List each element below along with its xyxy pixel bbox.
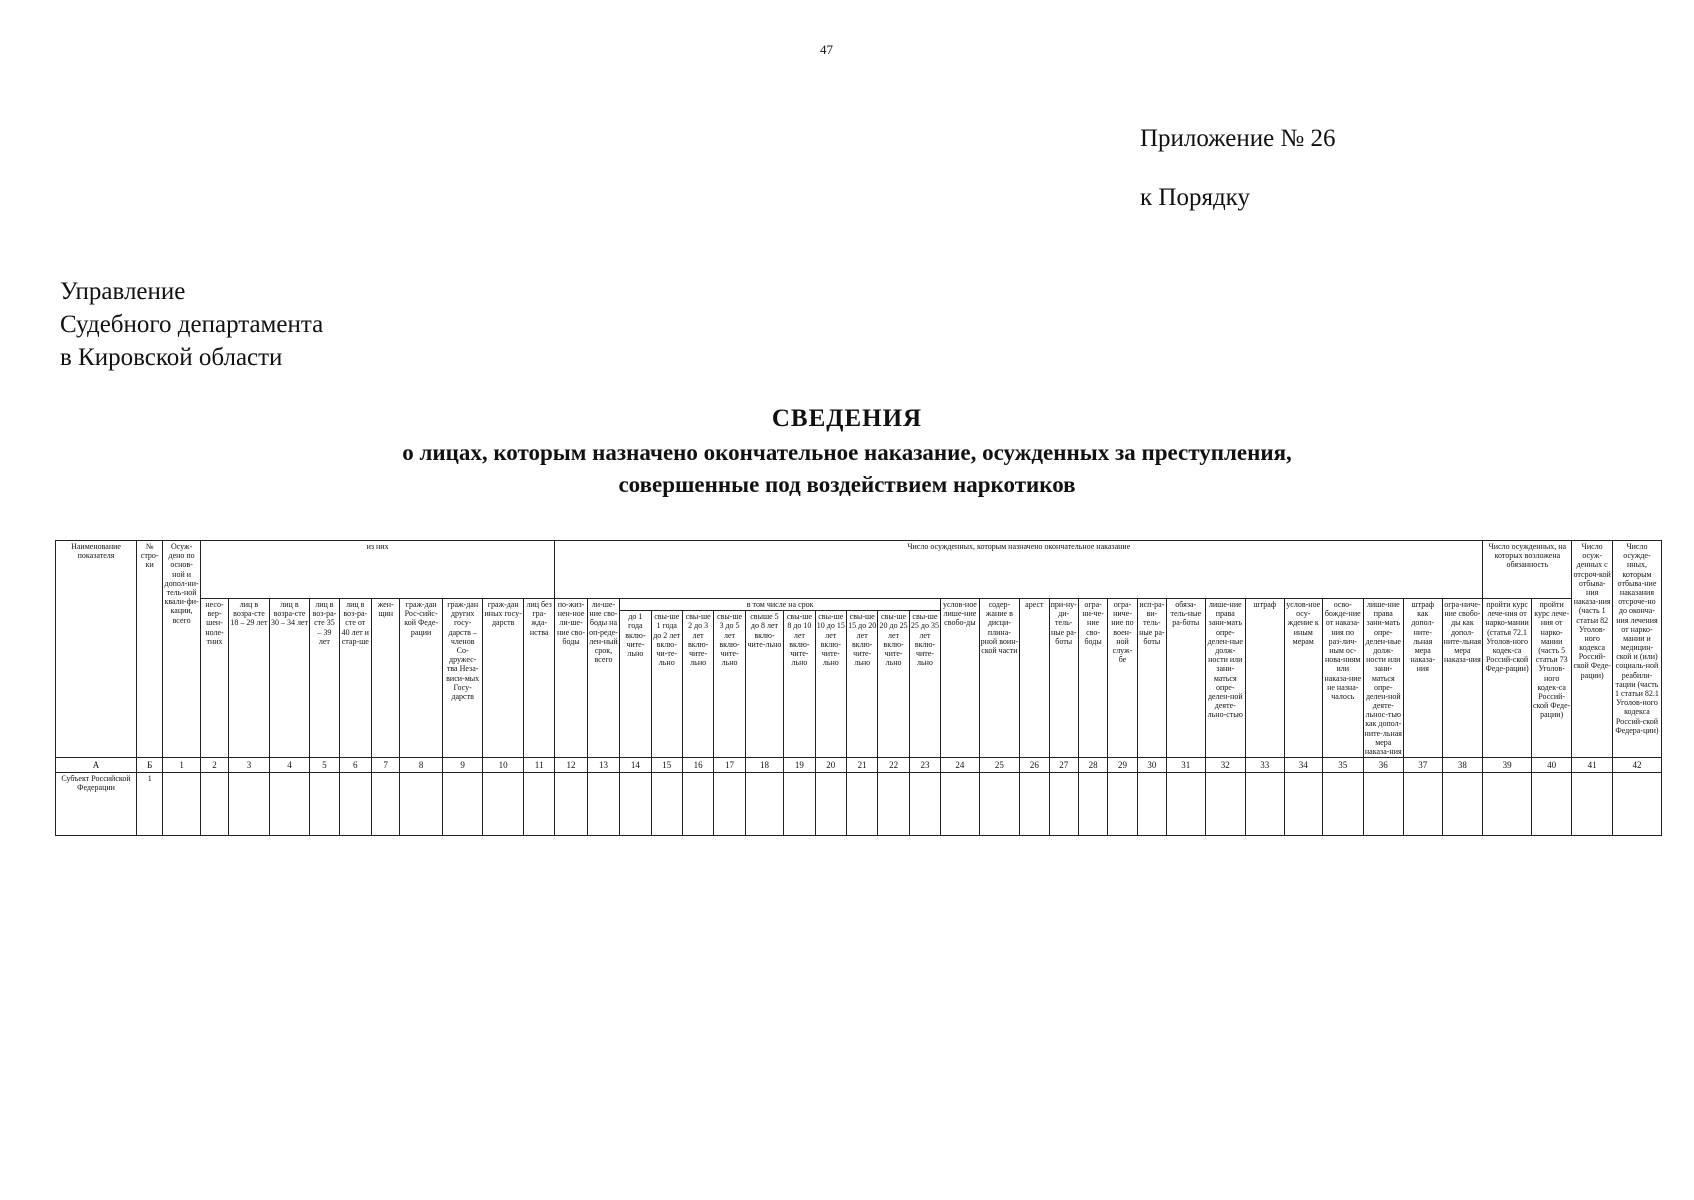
column-number-cell: 38 — [1442, 758, 1483, 773]
header-col: лише-ние права зани-мать опре-делен-ные долж-ности или зани-маться опре-делен-ной деяте-льно-стью — [1205, 599, 1246, 758]
data-cell[interactable] — [1323, 773, 1364, 836]
column-number-cell: 30 — [1137, 758, 1166, 773]
column-number-cell: 25 — [979, 758, 1020, 773]
column-number-cell: 23 — [909, 758, 940, 773]
column-number-cell: 11 — [523, 758, 554, 773]
data-cell[interactable] — [269, 773, 310, 836]
row-number-cell: 1 — [137, 773, 163, 836]
data-cell[interactable] — [620, 773, 651, 836]
data-cell[interactable] — [909, 773, 940, 836]
column-number-cell: 1 — [163, 758, 200, 773]
column-number-cell: 37 — [1404, 758, 1442, 773]
column-number-row — [56, 758, 1662, 773]
column-number-cell: 42 — [1612, 758, 1661, 773]
header-term-col: до 1 года вклю-чите-льно — [620, 611, 651, 758]
data-cell[interactable] — [1612, 773, 1661, 836]
header-col: осво-божде-ние от наказа-ния по раз-лич-ным ос-нова-ниям или наказа-ние не назна-чалось — [1323, 599, 1364, 758]
sender-block — [60, 275, 323, 374]
header-term-group: в том числе на срок — [620, 599, 941, 611]
header-col: огра-ни-че-ние сво-боды — [1078, 599, 1107, 758]
column-number-cell: 36 — [1363, 758, 1404, 773]
header-col: лиц без гра-жда-нства — [523, 599, 554, 758]
header-final-penalty: Число осужденных, которым назначено окончательное наказание — [555, 541, 1483, 599]
header-life-sentence: по-жиз-нен-ное ли-ше-ние сво-боды — [555, 599, 587, 758]
data-cell[interactable] — [1572, 773, 1613, 836]
header-col: услов-ное лише-ние свобо-ды — [941, 599, 979, 758]
appendix-note — [1140, 125, 1336, 243]
header-term-col: свы-ше 10 до 15 лет вклю-чите-льно — [815, 611, 846, 758]
column-number-cell: 40 — [1531, 758, 1572, 773]
column-number-cell: 21 — [846, 758, 877, 773]
data-cell[interactable] — [200, 773, 228, 836]
data-cell[interactable] — [651, 773, 682, 836]
header-col: граж-дан иных госу-дарств — [483, 599, 524, 758]
data-cell[interactable] — [400, 773, 443, 836]
report-form-table — [55, 540, 1662, 836]
data-cell[interactable] — [555, 773, 587, 836]
data-cell[interactable] — [587, 773, 619, 836]
sender-line: Судебного департамента — [60, 311, 324, 338]
column-number-cell: Б — [137, 758, 163, 773]
column-number-cell: 5 — [310, 758, 339, 773]
column-number-cell: 33 — [1246, 758, 1284, 773]
header-col: лиц в воз-ра-сте от 40 лет и стар-ше — [339, 599, 371, 758]
column-number-cell: 34 — [1284, 758, 1322, 773]
document-title — [0, 405, 1694, 501]
title-main: СВЕДЕНИЯ — [771, 405, 923, 432]
column-number-cell: 2 — [200, 758, 228, 773]
header-col: жен-щин — [372, 599, 400, 758]
header-col: услов-ное осу-ждение к иным мерам — [1284, 599, 1322, 758]
data-cell[interactable] — [815, 773, 846, 836]
column-number-cell: 28 — [1078, 758, 1107, 773]
header-term-col: свы-ше 3 до 5 лет вклю-чите-льно — [714, 611, 745, 758]
appendix-line: Приложение № 26 — [1140, 125, 1336, 152]
data-cell[interactable] — [878, 773, 909, 836]
column-number-cell: 39 — [1483, 758, 1532, 773]
data-cell[interactable] — [1284, 773, 1322, 836]
column-number-cell: 18 — [745, 758, 783, 773]
data-cell[interactable] — [1108, 773, 1137, 836]
header-col: лише-ние права зани-мать опре-делен-ные долж-ности или зани-маться опре-делен-ной деяте-льнос-тью как допол-ните-льная мера наказа-ния — [1364, 600, 1402, 756]
data-cell[interactable] — [1404, 773, 1442, 836]
column-number-cell: 12 — [555, 758, 587, 773]
column-number-cell: 41 — [1572, 758, 1613, 773]
data-cell[interactable] — [310, 773, 339, 836]
column-number-cell: 31 — [1167, 758, 1205, 773]
header-term-col: свы-ше 25 до 35 лет вклю-чите-льно — [909, 611, 940, 758]
data-cell[interactable] — [714, 773, 745, 836]
header-term-col: свы-ше 1 года до 2 лет вклю-чи-те-льно — [651, 611, 682, 758]
column-number-cell: 9 — [442, 758, 483, 773]
header-col: огра-ниче-ние свобо-ды как допол-ните-льная мера наказа-ния — [1442, 599, 1483, 758]
column-number-cell: 13 — [587, 758, 619, 773]
data-cell[interactable] — [339, 773, 371, 836]
data-cell[interactable] — [745, 773, 783, 836]
header-col: пройти курс лече-ния от нарко-мании (часть 5 статьи 73 Уголов-ного кодек-са Россий-ской Феде-рации) — [1531, 599, 1572, 758]
data-cell[interactable] — [163, 773, 200, 836]
header-col: граж-дан Рос-сийс-кой Феде-рации — [400, 599, 443, 758]
header-convicted-total: Осуж-дено по основ-ной и допол-ни-тель-ной квали-фи-кации, всего — [163, 541, 200, 758]
header-col: арест — [1020, 599, 1049, 758]
data-cell[interactable] — [1049, 773, 1078, 836]
row-name-cell: Субъект Российской Федерации — [56, 773, 137, 836]
data-cell[interactable] — [1246, 773, 1284, 836]
column-number-cell: А — [56, 758, 137, 773]
column-number-cell: 16 — [682, 758, 713, 773]
header-col: пройти курс лече-ния от нарко-мании (статья 72.1 Уголов-ного кодек-са Россий-ской Феде-рации) — [1483, 599, 1532, 758]
data-cell[interactable] — [1167, 773, 1205, 836]
header-col: исп-ра-ви-тель-ные ра-боты — [1137, 599, 1166, 758]
data-cell[interactable] — [1020, 773, 1049, 836]
header-col: обяза-тель-ные ра-боты — [1167, 599, 1205, 758]
sender-line: Управление — [60, 278, 186, 305]
column-number-cell: 3 — [229, 758, 270, 773]
column-number-cell: 32 — [1205, 758, 1246, 773]
column-number-cell: 20 — [815, 758, 846, 773]
column-number-cell: 35 — [1323, 758, 1364, 773]
column-number-cell: 19 — [784, 758, 815, 773]
header-col: при-ну-ди-тель-ные ра-боты — [1049, 599, 1078, 758]
column-number-cell: 27 — [1049, 758, 1078, 773]
header-obligation-group: Число осужденных, на которых возложена обязанность — [1483, 541, 1572, 599]
header-of-them: из них — [200, 541, 555, 599]
data-cell[interactable] — [941, 773, 979, 836]
column-number-cell: 22 — [878, 758, 909, 773]
table-row — [56, 773, 1662, 836]
column-number-cell: 10 — [483, 758, 524, 773]
data-cell[interactable] — [682, 773, 713, 836]
column-number-cell: 14 — [620, 758, 651, 773]
column-number-cell: 17 — [714, 758, 745, 773]
data-cell[interactable] — [1078, 773, 1107, 836]
header-col: лиц в воз-ра-сте 35 – 39 лет — [310, 599, 339, 758]
header-col: граж-дан других госу-дарств – членов Со-дружес-тва Неза-виси-мых Госу-дарств — [442, 599, 483, 758]
header-term-col: свы-ше 15 до 20 лет вклю-чите-льно — [846, 611, 877, 758]
data-cell[interactable] — [523, 773, 554, 836]
column-number-cell: 24 — [941, 758, 979, 773]
header-col: штраф — [1246, 599, 1284, 758]
header-deferral-count: Число осуж-денных с отсроч-кой отбыва-ния наказа-ния (часть 1 статьи 82 Уголов-ного кодекса Россий-ской Феде-рации) — [1572, 541, 1613, 758]
header-term-col: свыше 5 до 8 лет вклю-чите-льно — [745, 611, 783, 758]
data-cell[interactable] — [1442, 773, 1483, 836]
data-cell[interactable] — [1205, 773, 1246, 836]
data-cell[interactable] — [1363, 773, 1404, 836]
header-term-col: свы-ше 20 до 25 лет вклю-чите-льно — [878, 611, 909, 758]
header-serving-deferral: Число осужде-нных, которым отбыва-ние наказания отсроче-но до оконча-ния лечения от нарко-мании и медицин-ской и (или) социаль-ной реабили-тации (часть 1 статьи 82.1 Уголов-ного кодекса Россий-ской Федера-ции) — [1612, 541, 1661, 758]
data-cell[interactable] — [372, 773, 400, 836]
data-cell[interactable] — [1137, 773, 1166, 836]
column-number-cell: 6 — [339, 758, 371, 773]
column-number-cell: 26 — [1020, 758, 1049, 773]
data-cell[interactable] — [229, 773, 270, 836]
header-row-number: № стро-ки — [137, 541, 163, 758]
header-col: огра-ниче-ние по воен-ной служ-бе — [1108, 599, 1137, 758]
data-cell[interactable] — [979, 773, 1020, 836]
header-term-col: свы-ше 2 до 3 лет вклю-чите-льно — [682, 611, 713, 758]
header-term-col: свы-ше 8 до 10 лет вклю-чите-льно — [784, 611, 815, 758]
header-col: содер-жание в дисци-плина-рной воин-ской части — [979, 599, 1020, 758]
column-number-cell: 29 — [1108, 758, 1137, 773]
column-number-cell: 4 — [269, 758, 310, 773]
header-col: штраф как допол-ните-льная мера наказа-ния — [1404, 599, 1442, 758]
sender-line: в Кировской области — [60, 344, 283, 371]
header-deprivation-total: ли-ше-ние сво-боды на оп-реде-лен-ный срок, всего — [587, 599, 619, 758]
title-subtitle: о лицах, которым назначено окончательное наказание, осужденных за преступления, — [402, 440, 1292, 465]
title-subtitle: совершенные под воздействием наркотиков — [618, 472, 1076, 497]
column-number-cell: 7 — [372, 758, 400, 773]
data-cell[interactable] — [846, 773, 877, 836]
header-col: лиц в возра-сте 30 – 34 лет — [269, 599, 310, 758]
data-cell[interactable] — [784, 773, 815, 836]
data-cell[interactable] — [1531, 773, 1572, 836]
column-number-cell: 15 — [651, 758, 682, 773]
header-col: несо-вер-шен-ноле-тних — [200, 599, 228, 758]
page-number: 47 — [820, 42, 833, 57]
header-indicator-name: Наименование показателя — [56, 541, 137, 758]
appendix-line: к Порядку — [1140, 184, 1250, 211]
column-number-cell: 8 — [400, 758, 443, 773]
data-cell[interactable] — [442, 773, 483, 836]
data-cell[interactable] — [1483, 773, 1532, 836]
data-cell[interactable] — [483, 773, 524, 836]
header-col: лиц в возра-сте 18 – 29 лет — [229, 599, 270, 758]
